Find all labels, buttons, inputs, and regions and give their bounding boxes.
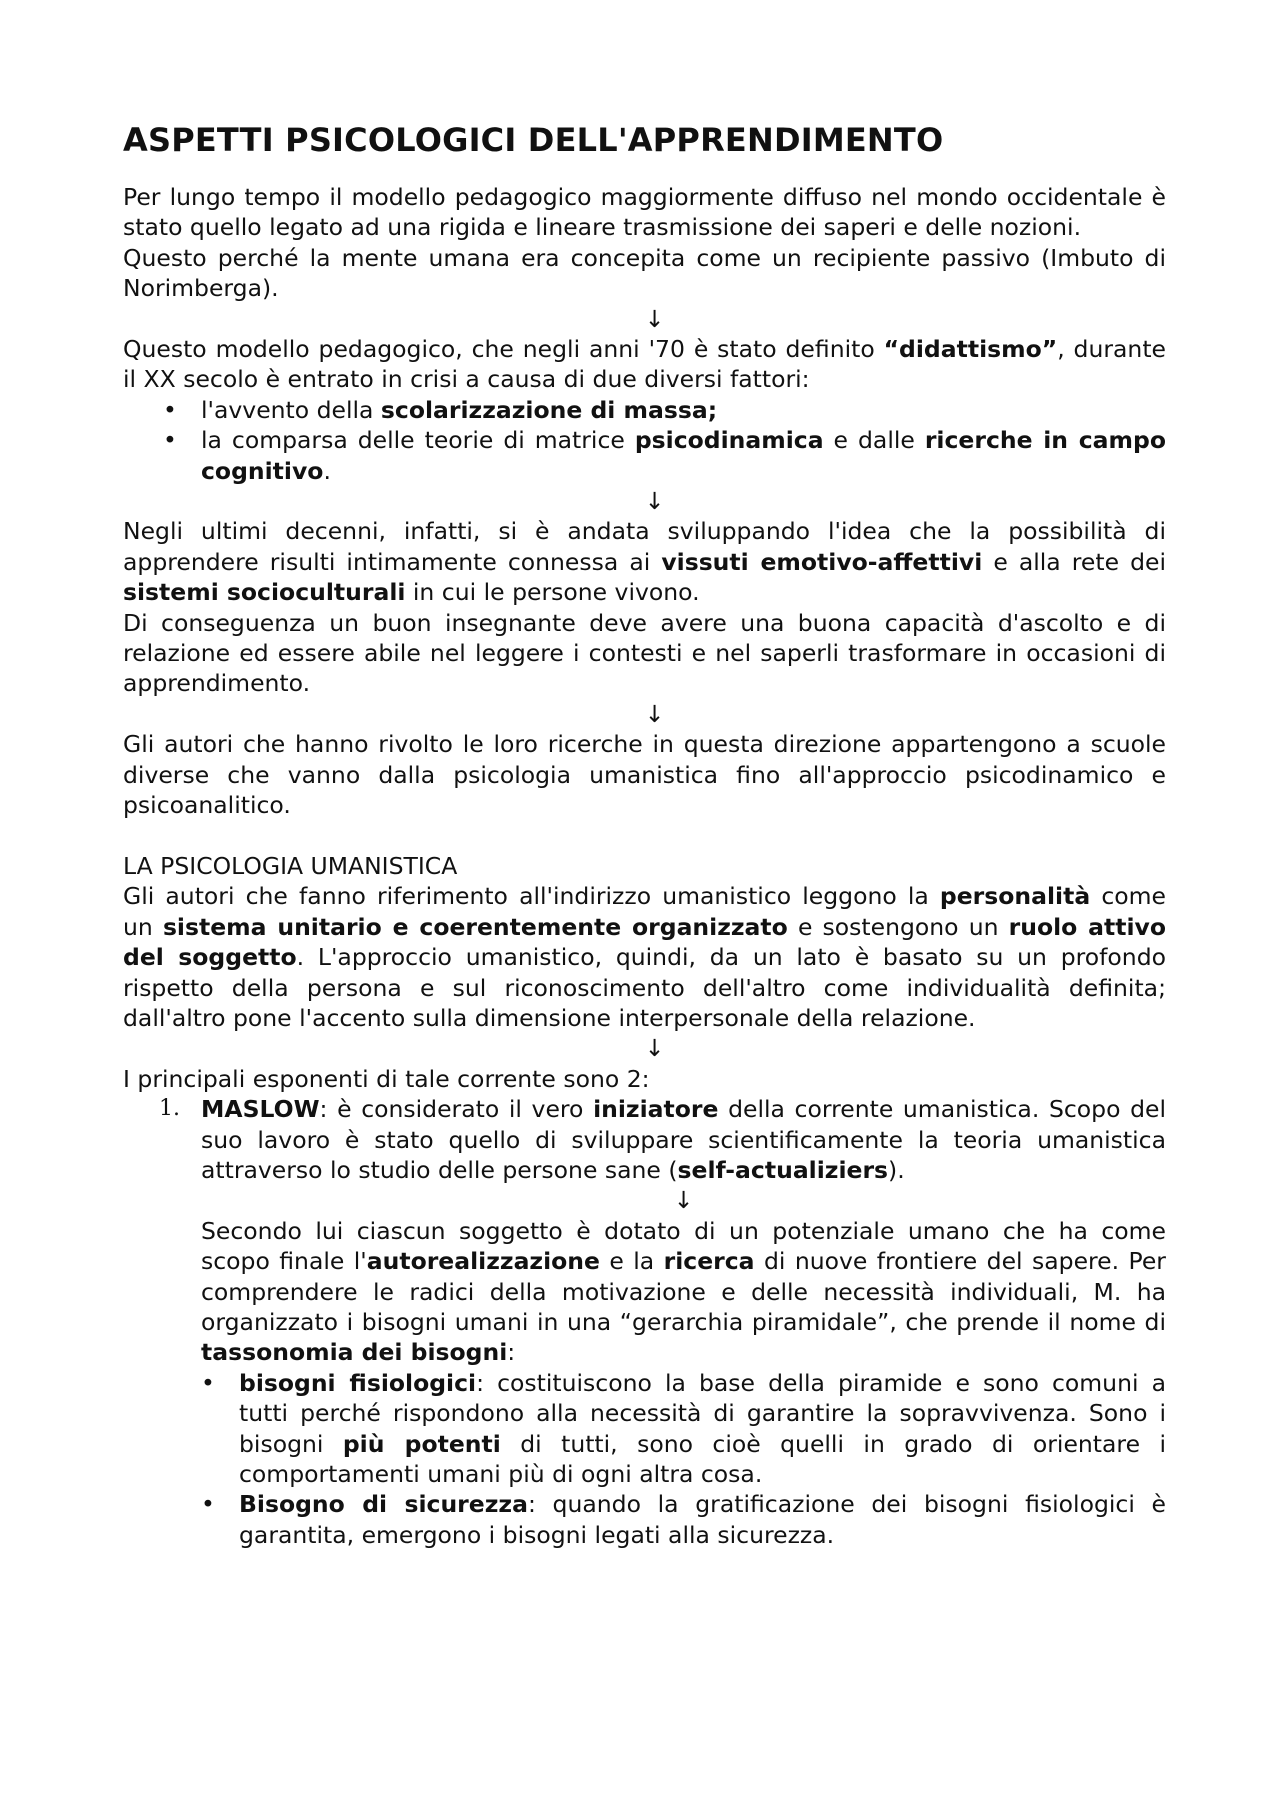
intro-paragraph-4: Negli ultimi decenni, infatti, si è andata sviluppando l'idea che la possibilità di apprendere risulti intimamente connessa ai vissuti emotivo-affettivi e alla rete dei sistemi socioculturali in cui le persone vivono. — [123, 517, 1166, 607]
intro-paragraph-2: Questo perché la mente umana era concepita come un recipiente passivo (Imbuto di Norimberga). — [123, 243, 1166, 303]
list-number: 1. — [159, 1096, 180, 1122]
list-item: • l'avvento della scolarizzazione di massa; — [201, 395, 1166, 425]
list-item-maslow — [159, 1094, 1167, 1368]
page-title: ASPETTI PSICOLOGICI DELL'APPRENDIMENTO — [123, 121, 944, 159]
intro-paragraph-5: Di conseguenza un buon insegnante deve avere una buona capacità d'ascolto e di relazione ed essere abile nel leggere i contesti e nel saperli trasformare in occasioni di apprendimento. — [123, 608, 1166, 698]
intro-paragraph-1: Per lungo tempo il modello pedagogico maggiormente diffuso nel mondo occidentale è stato quello legato ad una rigida e lineare trasmissione dei saperi e delle nozioni. — [123, 183, 1166, 242]
list-item: • bisogni fisiologici: costituiscono la base della piramide e sono comuni a tutti perché rispondono alla necessità di garantire la sopravvivenza. Sono i bisogni più potenti di tutti, sono cioè quelli in grado di orientare i comportamenti umani più di ogni altra cosa. — [239, 1368, 1166, 1490]
section-heading: LA PSICOLOGIA UMANISTICA — [123, 851, 458, 880]
intro-paragraph-6: Gli autori che hanno rivolto le loro ricerche in questa direzione appartengono a scuole diverse che vanno dalla psicologia umanistica fino all'approccio psicodinamico e psicoanalitico. — [123, 730, 1166, 820]
section-paragraph-1: Gli autori che fanno riferimento all'indirizzo umanistico leggono la personalità come un sistema unitario e coerentemente organizzato e sostengono un ruolo attivo del soggetto. L'approccio umanistico, quindi, da un lato è basato su un profondo rispetto della persona e sul riconoscimento dell'altro come individualità definita; dall'altro pone l'accento sulla dimensione interpersonale della relazione. — [123, 882, 1167, 1032]
intro-paragraph-3: Questo modello pedagogico, che negli anni '70 è stato definito “didattismo”, durante il XX secolo è entrato in crisi a causa di due diversi fattori: — [123, 335, 1166, 394]
list-item: • la comparsa delle teorie di matrice psicodinamica e dalle ricerche in campo cognitivo. — [201, 425, 1166, 486]
down-arrow-icon: ↓ — [673, 1186, 694, 1215]
list-item: • Bisogno di sicurezza: quando la gratificazione dei bisogni fisiologici è garantita, emergono i bisogni legati alla sicurezza. — [239, 1489, 1166, 1550]
down-arrow-icon: ↓ — [644, 699, 665, 728]
down-arrow-icon: ↓ — [644, 487, 665, 516]
document-body — [123, 120, 1166, 1550]
section-paragraph-2: I principali esponenti di tale corrente sono 2: — [123, 1064, 650, 1093]
maslow-intro: MASLOW: è considerato il vero iniziatore della corrente umanistica. Scopo del suo lavoro è stato quello di sviluppare scientificamente la teoria umanistica attraverso lo studio delle persone sane (self-actualiziers). — [201, 1095, 1167, 1184]
maslow-theory: Secondo lui ciascun soggetto è dotato di un potenziale umano che ha come scopo finale l'autorealizzazione e la ricerca di nuove frontiere del sapere. Per comprendere le radici della motivazione e delle necessità individuali, M. ha organizzato i bisogni umani in una “gerarchia piramidale”, che prende il nome di tassonomia dei bisogni: — [201, 1216, 1166, 1367]
exponents-list — [123, 1094, 1166, 1368]
needs-list — [123, 1368, 1166, 1550]
down-arrow-icon: ↓ — [644, 1034, 665, 1063]
factors-list — [123, 395, 1166, 486]
down-arrow-icon: ↓ — [644, 304, 665, 333]
